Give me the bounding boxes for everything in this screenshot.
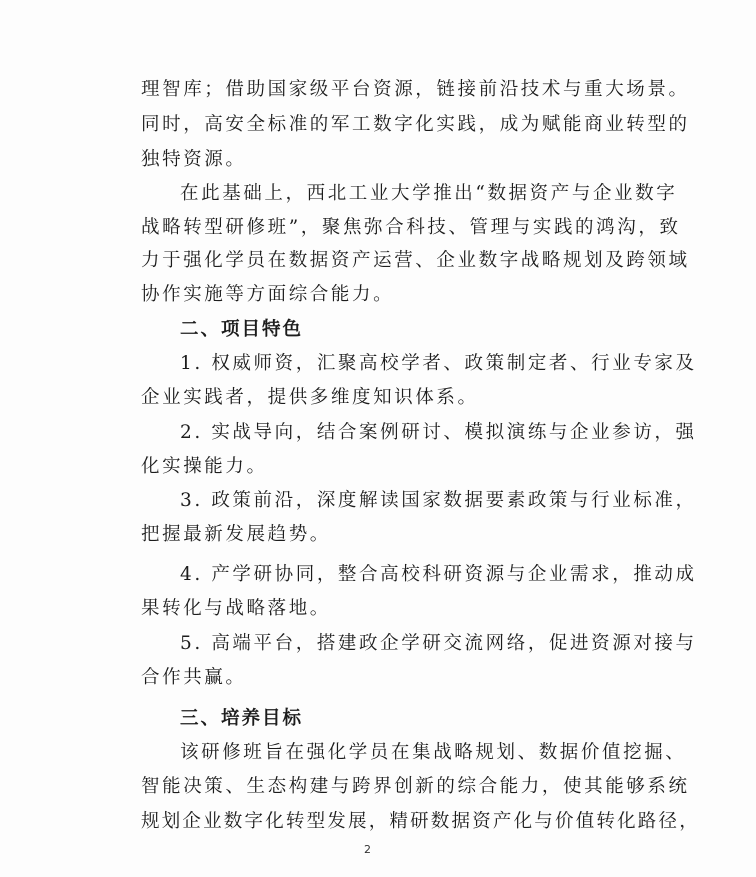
- paragraph-line: 果转化与战略落地。: [141, 598, 331, 619]
- paragraph-line: 化实操能力。: [141, 456, 268, 477]
- paragraph-line: 同时，高安全标准的军工数字化实践，成为赋能商业转型的: [141, 114, 690, 135]
- section-heading-features: 二、项目特色: [180, 319, 304, 340]
- paragraph-line: 3. 政策前沿，深度解读国家数据要素政策与行业标准，: [180, 490, 697, 511]
- paragraph-line: 理智库；借助国家级平台资源，链接前沿技术与重大场景。: [141, 79, 690, 100]
- paragraph-line: 5. 高端平台，搭建政企学研交流网络，促进资源对接与: [180, 633, 697, 654]
- paragraph-line: 4. 产学研协同，整合高校科研资源与企业需求，推动成: [180, 564, 697, 585]
- paragraph-line: 2. 实战导向，结合案例研讨、模拟演练与企业参访，强: [180, 422, 697, 443]
- paragraph-line: 规划企业数字化转型发展，精研数据资产化与价值转化路径，: [141, 811, 700, 832]
- paragraph-line: 企业实践者，提供多维度知识体系。: [141, 387, 479, 408]
- paragraph-line: 1. 权威师资，汇聚高校学者、政策制定者、行业专家及: [180, 353, 697, 374]
- page-number: 2: [364, 843, 371, 856]
- paragraph-line: 战略转型研修班”，聚焦弥合科技、管理与实践的鸿沟，致: [141, 217, 681, 238]
- paragraph-line: 独特资源。: [141, 149, 247, 170]
- paragraph-line: 该研修班旨在强化学员在集战略规划、数据价值挖掘、: [180, 742, 687, 763]
- paragraph-line: 在此基础上，西北工业大学推出“数据资产与企业数字: [180, 183, 678, 204]
- paragraph-line: 把握最新发展趋势。: [141, 524, 331, 545]
- paragraph-line: 智能决策、生态构建与跨界创新的综合能力，使其能够系统: [141, 776, 690, 797]
- section-heading-goals: 三、培养目标: [180, 708, 304, 729]
- paragraph-line: 合作共赢。: [141, 667, 247, 688]
- paragraph-line: 协作实施等方面综合能力。: [141, 284, 395, 305]
- paragraph-line: 力于强化学员在数据资产运营、企业数字战略规划及跨领域: [141, 250, 690, 271]
